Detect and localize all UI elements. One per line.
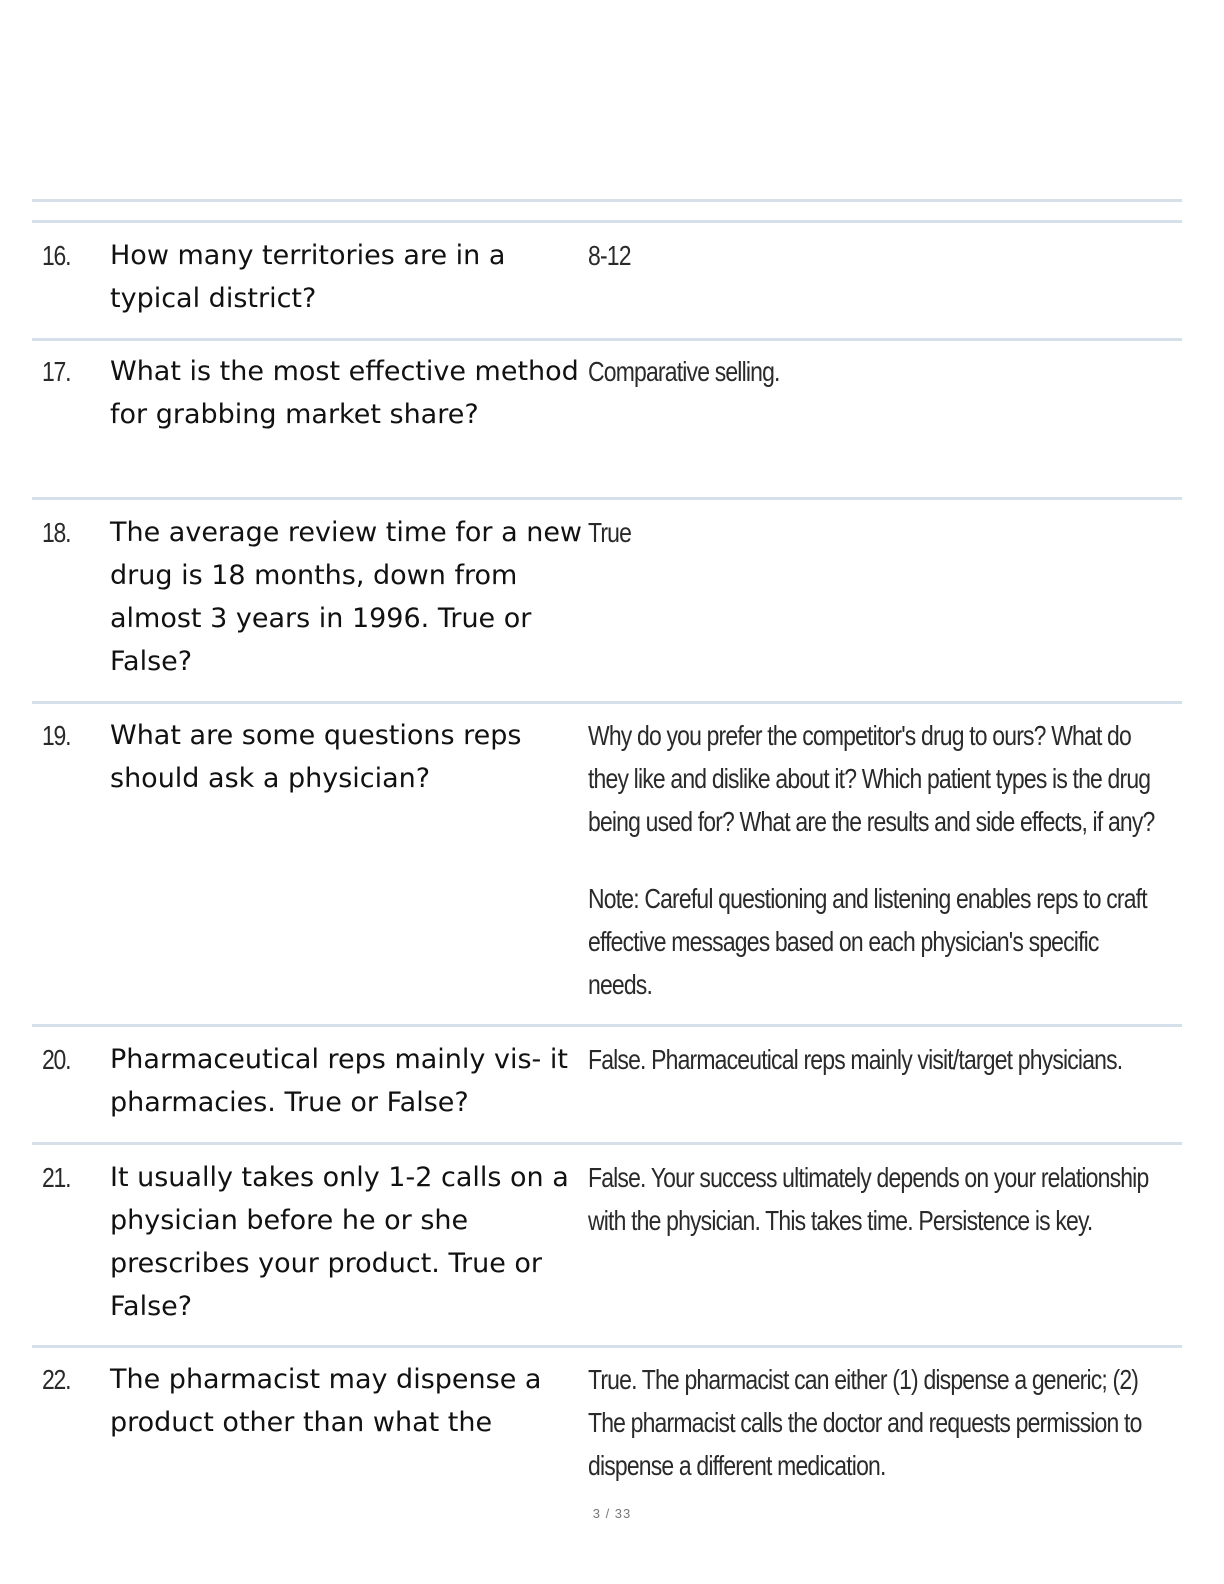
question-number: 21.: [42, 1162, 71, 1193]
row-divider: [32, 1024, 1182, 1027]
question-text: What is the most effective method for grabbing market share?: [110, 356, 579, 430]
answer-text: Comparative selling.: [588, 356, 780, 387]
answer-text: False. Pharmaceutical reps mainly visit/target physicians.: [588, 1044, 1123, 1075]
question-text: Pharmaceutical reps mainly vis- it pharmacies. True or False?: [110, 1044, 568, 1118]
question-text: What are some questions reps should ask a physician?: [110, 720, 522, 794]
row-divider: [32, 701, 1182, 704]
answer-note: Note: Careful questioning and listening enables reps to craft effective messages based on each physician's specific needs.: [588, 883, 1147, 1000]
answer-text: 8-12: [588, 240, 631, 271]
answer-text: False. Your success ultimately depends on your relationship with the physician. This takes time. Persistence is key.: [588, 1162, 1149, 1236]
question-text: The pharmacist may dispense a product other than what the: [110, 1364, 542, 1438]
question-number: 20.: [42, 1044, 71, 1075]
question-number: 17.: [42, 356, 71, 387]
question-text: How many territories are in a typical district?: [110, 240, 506, 314]
row-divider: [32, 497, 1182, 500]
question-text: The average review time for a new drug is 18 months, down from almost 3 years in 1996. True or False?: [110, 517, 583, 677]
question-number: 18.: [42, 517, 71, 548]
answer-text: Why do you prefer the competitor's drug to ours? What do they like and dislike about it? Which patient types is the drug being used for? What are the results and side effects, if any?: [588, 720, 1155, 837]
answer-text: True. The pharmacist can either (1) dispense a generic; (2) The pharmacist calls the doctor and requests permission to dispense a different medication.: [588, 1364, 1142, 1481]
question-number: 16.: [42, 240, 71, 271]
answer-text: True: [588, 517, 632, 548]
row-divider: [32, 1345, 1182, 1348]
question-number: 22.: [42, 1364, 71, 1395]
page-number: 3 / 33: [592, 1506, 632, 1521]
row-divider: [32, 1142, 1182, 1145]
header-rule-bottom: [32, 220, 1182, 223]
question-text: It usually takes only 1-2 calls on a physician before he or she prescribes your product. True or False?: [110, 1162, 569, 1322]
question-number: 19.: [42, 720, 71, 751]
row-divider: [32, 338, 1182, 341]
header-rule-top: [32, 199, 1182, 202]
